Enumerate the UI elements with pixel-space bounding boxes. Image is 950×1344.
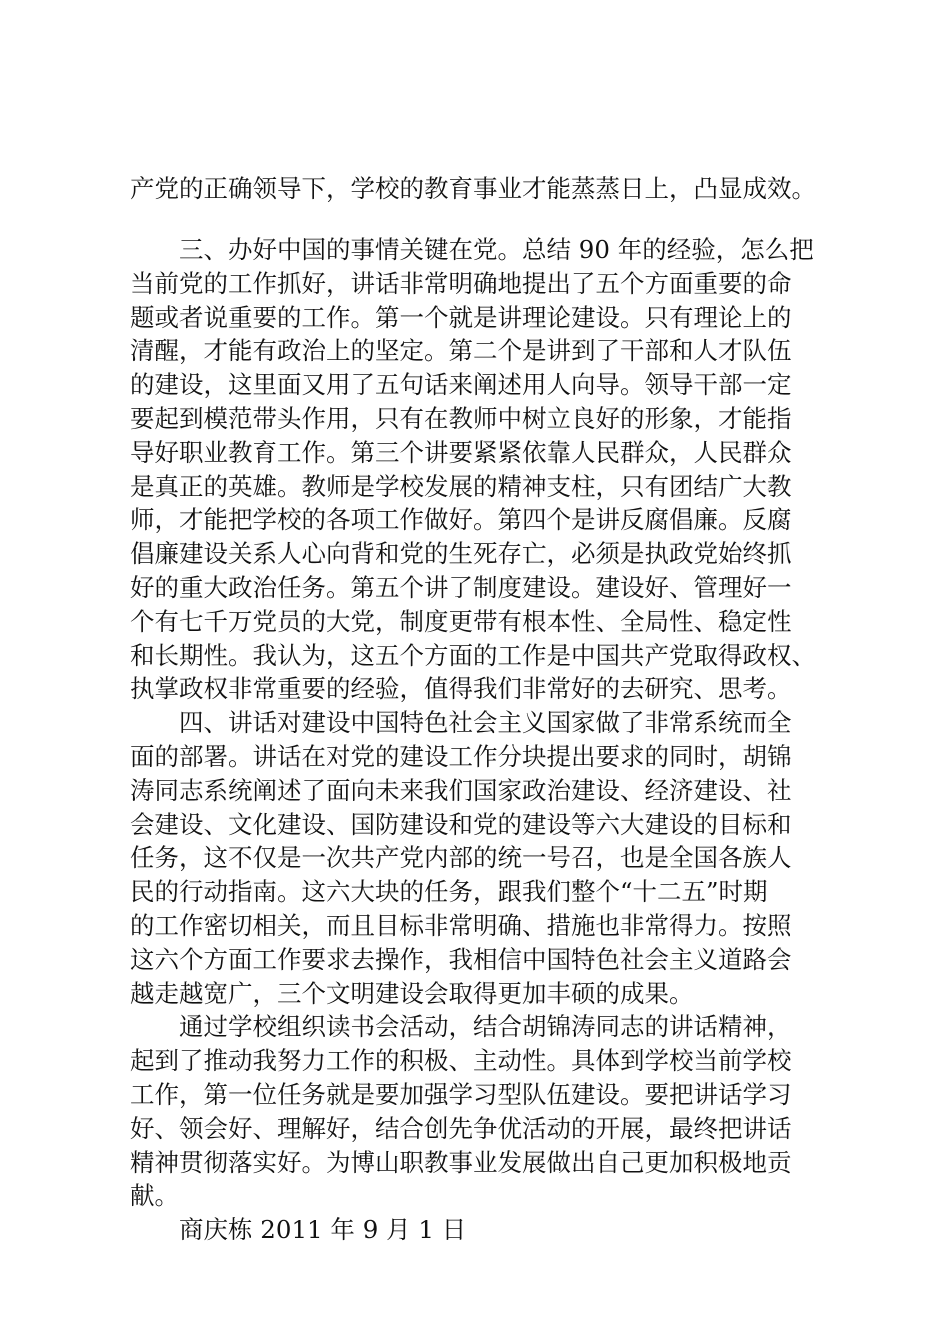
text-line: 民的行动指南。这六大块的任务，跟我们整个“十二五”时期 [130,877,768,907]
text-line: 工作，第一位任务就是要加强学习型队伍建设。要把讲话学习 [130,1079,792,1109]
document-body [130,233,830,1247]
text-line: 这六个方面工作要求去操作，我相信中国特色社会主义道路会 [130,944,792,974]
text-line: 涛同志系统阐述了面向未来我们国家政治建设、经济建设、社 [130,775,792,805]
text-line: 要起到模范带头作用，只有在教师中树立良好的形象，才能指 [130,403,792,433]
text-line: 当前党的工作抓好，讲话非常明确地提出了五个方面重要的命 [130,268,792,298]
text-line: 好、领会好、理解好，结合创先争优活动的开展，最终把讲话 [130,1113,792,1143]
text-line: 三、办好中国的事情关键在党。总结 90 年的经验，怎么把 [179,235,814,264]
opening-paragraph-fragment [130,172,830,206]
text-line: 越走越宽广，三个文明建设会取得更加丰硕的成果。 [130,978,694,1008]
text-line: 倡廉建设关系人心向背和党的生死存亡，必须是执政党始终抓 [130,539,792,569]
text-line: 执掌政权非常重要的经验，值得我们非常好的去研究、思考。 [130,674,792,704]
text-line: 产党的正确领导下，学校的教育事业才能蒸蒸日上，凸显成效。 [130,174,816,203]
text-line: 师，才能把学校的各项工作做好。第四个是讲反腐倡廉。反腐 [130,505,792,535]
text-line: 的工作密切相关，而且目标非常明确、措施也非常得力。按照 [130,910,792,940]
text-line: 起到了推动我努力工作的积极、主动性。具体到学校当前学校 [130,1046,792,1076]
text-line: 任务，这不仅是一次共产党内部的统一号召，也是全国各族人 [130,843,792,873]
text-line: 题或者说重要的工作。第一个就是讲理论建设。只有理论上的 [130,302,792,332]
text-line: 面的部署。讲话在对党的建设工作分块提出要求的同时，胡锦 [130,741,792,771]
text-line: 好的重大政治任务。第五个讲了制度建设。建设好、管理好一 [130,572,792,602]
text-line: 清醒，才能有政治上的坚定。第二个是讲到了干部和人才队伍 [130,336,792,366]
text-line: 商庆栋 2011 年 9 月 1 日 [179,1215,467,1245]
text-line: 是真正的英雄。教师是学校发展的精神支柱，只有团结广大教 [130,471,792,501]
text-line: 通过学校组织读书会活动，结合胡锦涛同志的讲话精神， [179,1012,792,1042]
text-line: 个有七千万党员的大党，制度更带有根本性、全局性、稳定性 [130,606,792,636]
text-line: 导好职业教育工作。第三个讲要紧紧依靠人民群众，人民群众 [130,437,792,467]
text-line: 献。 [130,1181,179,1211]
text-line: 和长期性。我认为，这五个方面的工作是中国共产党取得政权、 [130,640,816,670]
text-line: 四、讲话对建设中国特色社会主义国家做了非常系统而全 [179,708,792,738]
text-line: 精神贯彻落实好。为博山职教事业发展做出自己更加积极地贡 [130,1147,792,1177]
text-line: 的建设，这里面又用了五句话来阐述用人向导。领导干部一定 [130,370,792,400]
text-line: 会建设、文化建设、国防建设和党的建设等六大建设的目标和 [130,809,792,839]
